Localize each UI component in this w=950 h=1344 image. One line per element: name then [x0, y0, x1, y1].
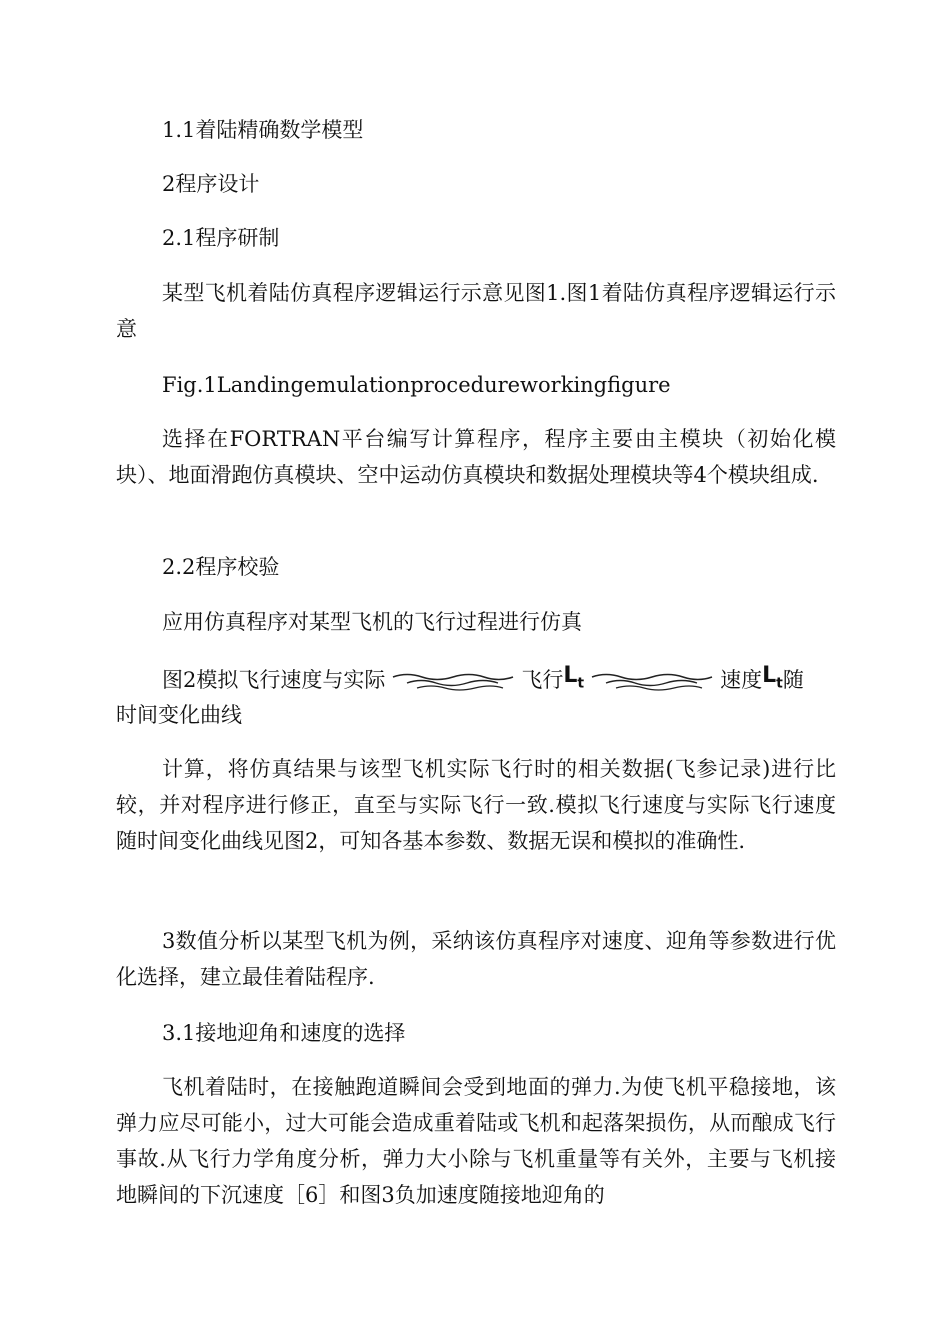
paragraph-apply-simulation: 应用仿真程序对某型飞机的飞行过程进行仿真	[162, 610, 582, 634]
heading-1-1: 1.1着陆精确数学模型	[162, 118, 364, 142]
paragraph-numerical-analysis: 3数值分析以某型飞机为例，采纳该仿真程序对速度、迎角等参数进行优化选择，建立最佳着陆程序.	[116, 929, 836, 989]
figure-2-caption-continued: 时间变化曲线	[116, 703, 242, 727]
lt-symbol-2: $L_t$	[762, 663, 783, 692]
heading-3-1: 3.1接地迎角和速度的选择	[162, 1021, 406, 1045]
figure-2-caption	[162, 658, 804, 701]
heading-2: 2程序设计	[162, 172, 260, 196]
figure-2-caption-part-2: 飞行	[521, 667, 564, 692]
paragraph-figure-1-reference: 某型飞机着陆仿真程序逻辑运行示意见图1.图1着陆仿真程序逻辑运行示意	[116, 281, 836, 341]
figure-1-english-caption: Fig.1Landingemulationprocedureworkingfigure	[162, 373, 671, 397]
paragraph-landing-force: 飞机着陆时，在接触跑道瞬间会受到地面的弹力.为使飞机平稳接地，该弹力应尽可能小，过大可能会造成重着陆或飞机和起落架损伤，从而酿成飞行事故.从飞行力学角度分析，弹力大小除与飞机重量等有关外，主要与飞机接地瞬间的下沉速度［6］和图3负加速度随接地迎角的	[116, 1075, 836, 1207]
figure-2-caption-part-4: 随	[782, 667, 804, 692]
figure-2-caption-part-1: 图2模拟飞行速度与实际	[162, 667, 386, 692]
heading-2-2: 2.2程序校验	[162, 555, 280, 579]
heading-2-1: 2.1程序研制	[162, 226, 280, 250]
paragraph-calculation: 计算，将仿真结果与该型飞机实际飞行时的相关数据(飞参记录)进行比较，并对程序进行修正，直至与实际飞行一致.模拟飞行速度与实际飞行速度随时间变化曲线见图2，可知各基本参数、数据无误和模拟的准确性.	[116, 757, 836, 853]
wave-line-graphic	[590, 669, 714, 691]
lt-symbol-1: $L_t$	[563, 663, 585, 692]
paragraph-fortran-program: 选择在FORTRAN平台编写计算程序，程序主要由主模块（初始化模块）、地面滑跑仿真模块、空中运动仿真模块和数据处理模块等4个模块组成.	[116, 427, 836, 487]
wave-line-graphic	[391, 669, 515, 691]
figure-2-caption-part-3: 速度	[720, 667, 763, 692]
